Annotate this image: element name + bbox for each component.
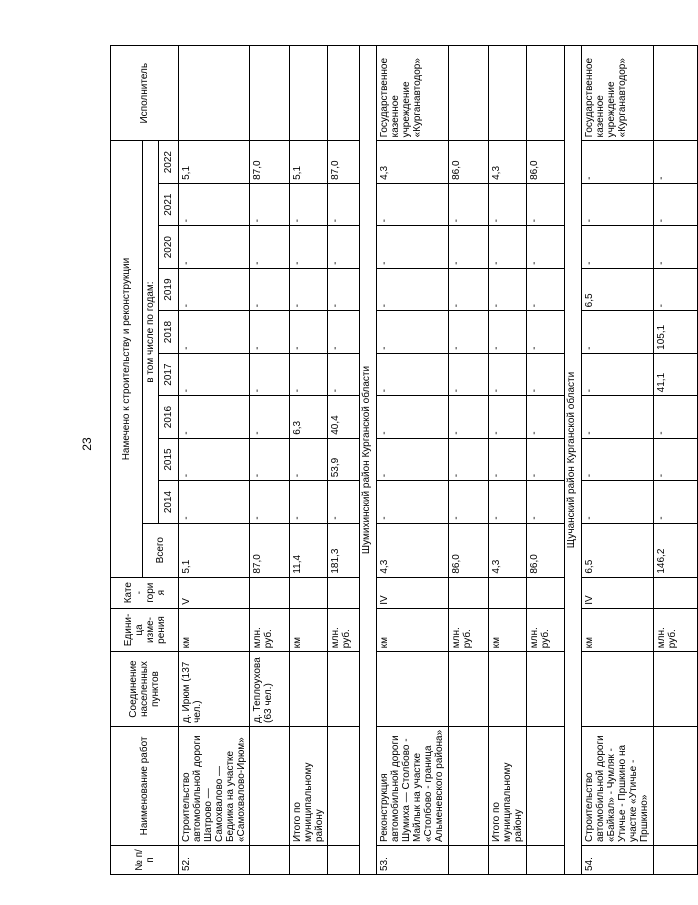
cell-category — [328, 577, 360, 608]
cell-year-2014: - — [489, 481, 527, 523]
table-row — [489, 46, 527, 875]
cell-row-num: 52. — [179, 846, 250, 875]
header-year-2022: 2022 — [159, 141, 179, 183]
table-row — [582, 46, 654, 875]
cell-row-num — [527, 846, 565, 875]
cell-total: 86,0 — [449, 523, 489, 577]
cell-executor — [179, 46, 250, 141]
cell-year-2018: - — [290, 311, 328, 353]
cell-connection — [290, 652, 328, 727]
header-year-2016: 2016 — [159, 396, 179, 438]
cell-year-2021: - — [328, 183, 360, 225]
cell-year-2022: - — [582, 141, 654, 183]
header-year-2021: 2021 — [159, 183, 179, 225]
cell-work-name — [250, 726, 290, 845]
cell-year-2020: - — [328, 226, 360, 268]
cell-year-2018: - — [377, 311, 449, 353]
cell-row-num — [489, 846, 527, 875]
cell-year-2019: - — [449, 268, 489, 310]
cell-year-2015: - — [582, 438, 654, 480]
table-row — [328, 46, 360, 875]
cell-total: 6,5 — [582, 523, 654, 577]
table-row — [179, 46, 250, 875]
cell-category — [290, 577, 328, 608]
cell-year-2021: - — [377, 183, 449, 225]
cell-row-num — [290, 846, 328, 875]
cell-year-2014: - — [250, 481, 290, 523]
roads-plan-table — [110, 45, 698, 875]
cell-year-2015: - — [489, 438, 527, 480]
cell-unit: км — [377, 608, 449, 652]
cell-connection — [582, 652, 654, 727]
cell-year-2020: - — [377, 226, 449, 268]
section-header-row — [360, 46, 377, 875]
cell-year-2015: - — [290, 438, 328, 480]
cell-category — [527, 577, 565, 608]
cell-year-2022: 87,0 — [328, 141, 360, 183]
cell-year-2016: 40,4 — [328, 396, 360, 438]
cell-year-2021: - — [489, 183, 527, 225]
cell-unit: км — [290, 608, 328, 652]
cell-work-name: Реконструкция автомобильной дороги Шумиха — Столбово - Майлык на участке «Столбово - граница Альменевского района» — [377, 726, 449, 845]
cell-year-2019: - — [179, 268, 250, 310]
cell-year-2021: - — [290, 183, 328, 225]
cell-year-2020: - — [654, 226, 698, 268]
cell-executor — [527, 46, 565, 141]
cell-year-2015: 53,9 — [328, 438, 360, 480]
cell-unit: млн. руб. — [527, 608, 565, 652]
table-row — [654, 46, 698, 875]
cell-year-2022: 4,3 — [489, 141, 527, 183]
cell-year-2021: - — [449, 183, 489, 225]
cell-year-2019: - — [527, 268, 565, 310]
cell-year-2015: - — [527, 438, 565, 480]
section-title: Щучанский район Курганской области — [565, 46, 582, 875]
cell-year-2018: - — [489, 311, 527, 353]
cell-executor: Государственное казенное учреждение «Курганавтодор» — [377, 46, 449, 141]
cell-year-2019: - — [489, 268, 527, 310]
cell-total: 4,3 — [377, 523, 449, 577]
cell-year-2021: - — [250, 183, 290, 225]
header-by-year: в том числе по годам: — [143, 141, 159, 523]
cell-category — [449, 577, 489, 608]
page-number: 23 — [80, 437, 94, 451]
cell-year-2014: - — [179, 481, 250, 523]
cell-executor — [449, 46, 489, 141]
cell-work-name — [328, 726, 360, 845]
cell-row-num — [250, 846, 290, 875]
cell-year-2016: - — [582, 396, 654, 438]
cell-year-2017: - — [179, 353, 250, 395]
cell-year-2019: - — [377, 268, 449, 310]
cell-year-2021: - — [654, 183, 698, 225]
cell-year-2018: - — [250, 311, 290, 353]
cell-year-2014: - — [449, 481, 489, 523]
header-category: Кате- гория — [111, 577, 179, 608]
header-num: № п/п — [111, 846, 179, 875]
header-unit: Едини- ца изме- рения — [111, 608, 179, 652]
cell-connection — [449, 652, 489, 727]
cell-year-2019: 6,5 — [582, 268, 654, 310]
cell-year-2020: - — [582, 226, 654, 268]
cell-year-2016: - — [654, 396, 698, 438]
cell-connection: д. Теплоуховa (63 чел.) — [250, 652, 290, 727]
cell-year-2014: - — [328, 481, 360, 523]
cell-category: IV — [582, 577, 654, 608]
cell-year-2021: - — [527, 183, 565, 225]
cell-connection — [654, 652, 698, 727]
cell-executor — [654, 46, 698, 141]
cell-year-2017: - — [582, 353, 654, 395]
cell-year-2016: - — [527, 396, 565, 438]
cell-year-2022: 86,0 — [527, 141, 565, 183]
cell-year-2021: - — [179, 183, 250, 225]
cell-total: 4,3 — [489, 523, 527, 577]
cell-year-2017: - — [489, 353, 527, 395]
cell-year-2021: - — [582, 183, 654, 225]
cell-row-num — [654, 846, 698, 875]
cell-row-num — [328, 846, 360, 875]
cell-year-2014: - — [290, 481, 328, 523]
cell-unit: км — [179, 608, 250, 652]
cell-year-2018: - — [527, 311, 565, 353]
cell-total: 146,2 — [654, 523, 698, 577]
cell-executor — [250, 46, 290, 141]
cell-year-2018: 105,1 — [654, 311, 698, 353]
table-row — [290, 46, 328, 875]
header-year-2018: 2018 — [159, 311, 179, 353]
table-row — [250, 46, 290, 875]
cell-year-2020: - — [527, 226, 565, 268]
cell-year-2016: - — [377, 396, 449, 438]
table-row — [377, 46, 449, 875]
cell-total: 5,1 — [179, 523, 250, 577]
cell-year-2017: - — [377, 353, 449, 395]
header-year-2014: 2014 — [159, 481, 179, 523]
cell-year-2014: - — [527, 481, 565, 523]
cell-year-2020: - — [489, 226, 527, 268]
cell-work-name: Строительство автомобильной дороги «Байкал» - Чумляк - Утичье - Пршкино на участке «Утичье - Пршкино» — [582, 726, 654, 845]
cell-connection: д. Ирюм (137 чел.) — [179, 652, 250, 727]
cell-year-2022: 87,0 — [250, 141, 290, 183]
cell-work-name — [654, 726, 698, 845]
cell-year-2016: - — [489, 396, 527, 438]
cell-work-name: Строительство автомобильной дороги Шатрово — Самохвалово — Бедиика на участке «Самохвалово-Ирюм» — [179, 726, 250, 845]
cell-year-2016: - — [250, 396, 290, 438]
cell-year-2022: - — [654, 141, 698, 183]
cell-year-2017: - — [290, 353, 328, 395]
cell-unit: млн. руб. — [328, 608, 360, 652]
rotated-table-container — [110, 45, 678, 875]
cell-connection — [489, 652, 527, 727]
cell-year-2019: - — [250, 268, 290, 310]
cell-work-name: Итого по муниципальному району — [290, 726, 328, 845]
cell-work-name: Итого по муниципальному району — [489, 726, 527, 845]
cell-year-2020: - — [179, 226, 250, 268]
cell-year-2020: - — [290, 226, 328, 268]
cell-year-2018: - — [449, 311, 489, 353]
cell-connection — [328, 652, 360, 727]
cell-total: 87,0 — [250, 523, 290, 577]
cell-year-2019: - — [290, 268, 328, 310]
cell-total: 11,4 — [290, 523, 328, 577]
header-year-2017: 2017 — [159, 353, 179, 395]
cell-year-2022: 4,3 — [377, 141, 449, 183]
cell-year-2019: - — [654, 268, 698, 310]
cell-category: IV — [377, 577, 449, 608]
cell-work-name — [449, 726, 489, 845]
cell-unit: млн. руб. — [250, 608, 290, 652]
cell-year-2014: - — [377, 481, 449, 523]
cell-year-2017: - — [328, 353, 360, 395]
cell-executor — [290, 46, 328, 141]
cell-year-2017: - — [449, 353, 489, 395]
header-year-2015: 2015 — [159, 438, 179, 480]
section-header-row — [565, 46, 582, 875]
cell-year-2016: 6,3 — [290, 396, 328, 438]
cell-connection — [377, 652, 449, 727]
cell-year-2015: - — [377, 438, 449, 480]
header-total: Всего — [143, 523, 179, 577]
header-year-2020: 2020 — [159, 226, 179, 268]
cell-unit: млн. руб. — [449, 608, 489, 652]
cell-connection — [527, 652, 565, 727]
cell-unit: км — [582, 608, 654, 652]
cell-year-2015: - — [179, 438, 250, 480]
cell-executor — [328, 46, 360, 141]
cell-category — [489, 577, 527, 608]
cell-year-2017: 41,1 — [654, 353, 698, 395]
cell-year-2022: 86,0 — [449, 141, 489, 183]
cell-year-2018: - — [328, 311, 360, 353]
cell-year-2022: 5,1 — [179, 141, 250, 183]
cell-year-2017: - — [250, 353, 290, 395]
cell-category: V — [179, 577, 250, 608]
cell-unit: км — [489, 608, 527, 652]
cell-year-2016: - — [449, 396, 489, 438]
header-planned: Намечено к строительству и реконструкции — [111, 141, 143, 577]
cell-executor — [489, 46, 527, 141]
cell-year-2015: - — [654, 438, 698, 480]
cell-category — [250, 577, 290, 608]
cell-year-2018: - — [179, 311, 250, 353]
cell-unit: млн. руб. — [654, 608, 698, 652]
cell-row-num: 54. — [582, 846, 654, 875]
cell-year-2015: - — [449, 438, 489, 480]
cell-year-2020: - — [449, 226, 489, 268]
cell-year-2022: 5,1 — [290, 141, 328, 183]
cell-year-2016: - — [179, 396, 250, 438]
header-year-2019: 2019 — [159, 268, 179, 310]
table-row — [449, 46, 489, 875]
cell-work-name — [527, 726, 565, 845]
cell-category — [654, 577, 698, 608]
cell-row-num: 53. — [377, 846, 449, 875]
cell-year-2020: - — [250, 226, 290, 268]
cell-row-num — [449, 846, 489, 875]
table-row — [527, 46, 565, 875]
cell-year-2014: - — [654, 481, 698, 523]
cell-executor: Государственное казенное учреждение «Курганавтодор» — [582, 46, 654, 141]
cell-total: 181,3 — [328, 523, 360, 577]
cell-total: 86,0 — [527, 523, 565, 577]
cell-year-2014: - — [582, 481, 654, 523]
header-name: Наименование работ — [111, 726, 179, 845]
cell-year-2018: - — [582, 311, 654, 353]
cell-year-2015: - — [250, 438, 290, 480]
section-title: Шумихинский район Курганской области — [360, 46, 377, 875]
header-executor: Исполнитель — [111, 46, 179, 141]
cell-year-2017: - — [527, 353, 565, 395]
cell-year-2019: - — [328, 268, 360, 310]
header-connection: Соединение населенных пунктов — [111, 652, 179, 727]
